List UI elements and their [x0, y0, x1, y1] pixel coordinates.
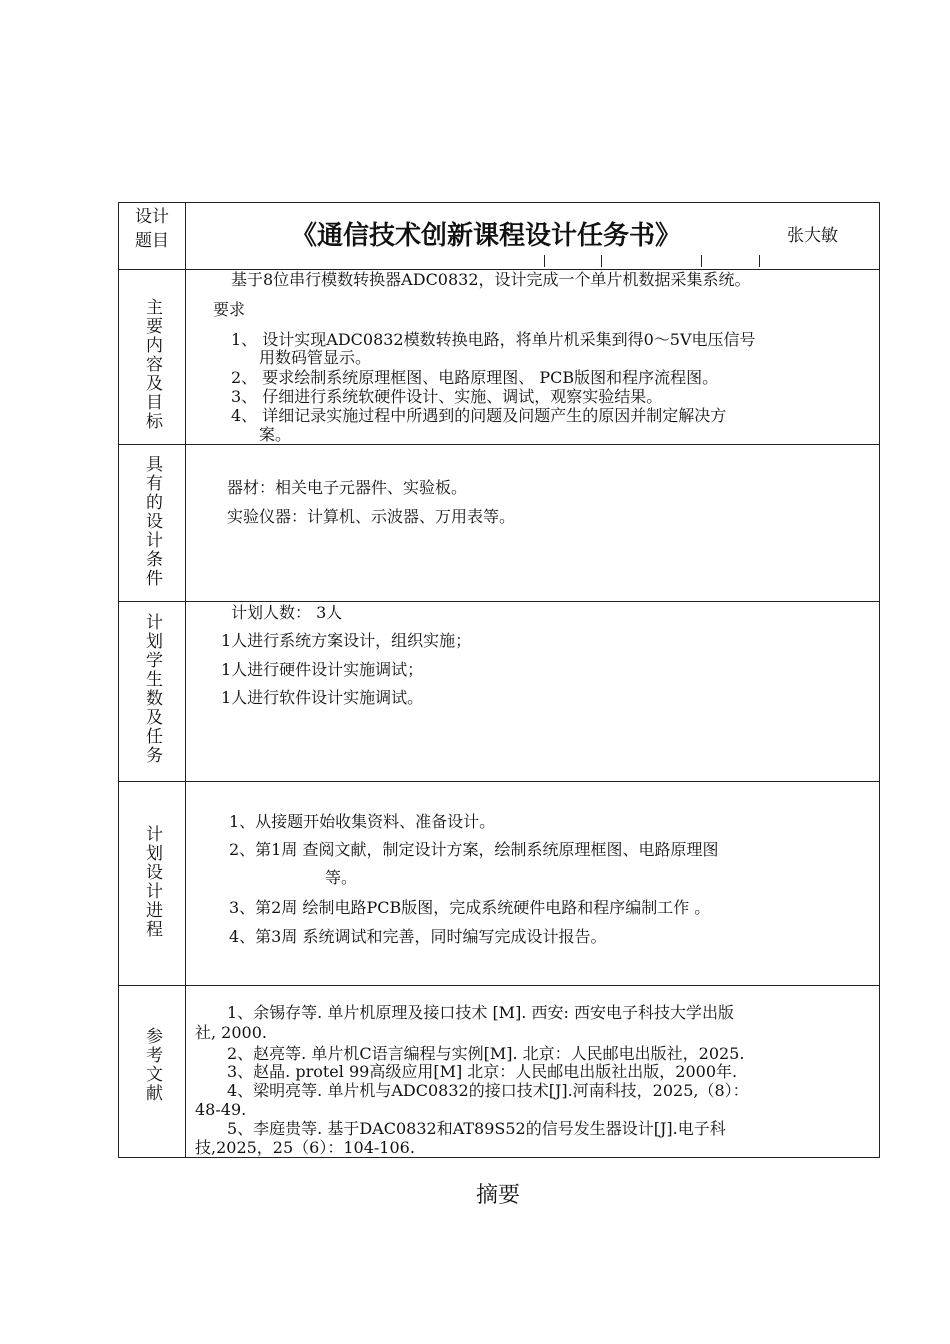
- students-line: 1人进行系统方案设计，组织实施；: [221, 631, 472, 650]
- document-title: 《通信技术创新课程设计任务书》: [291, 221, 682, 251]
- conditions-line: 实验仪器：计算机、示波器、万用表等。: [227, 507, 516, 526]
- vertical-label-text: 主要内容及目标: [142, 298, 162, 431]
- label-design-conditions: [119, 455, 185, 588]
- reference-line: 3、赵晶. protel 99高级应用[M] 北京：人民邮电出版社出版，2000年.: [227, 1062, 738, 1081]
- content-line: 3、 仔细进行系统软硬件设计、实施、调试，观察实验结果。: [231, 387, 663, 406]
- tick-mark: [701, 255, 702, 267]
- students-line: 1人进行硬件设计实施调试；: [221, 660, 424, 679]
- reference-line: 技,2025，25（6）：104-106.: [195, 1138, 415, 1157]
- content-line: 4、 详细记录实施过程中所遇到的问题及问题产生的原因并制定解决方: [231, 406, 727, 425]
- schedule-line: 3、第2周 绘制电路PCB版图，完成系统硬件电路和程序编制工作 。: [229, 898, 711, 917]
- label-planned-schedule: [119, 825, 185, 939]
- students-line: 计划人数： 3人: [231, 603, 343, 622]
- content-line: 用数码管显示。: [259, 348, 372, 367]
- content-line: 2、 要求绘制系统原理框图、电路原理图、 PCB版图和程序流程图。: [231, 368, 719, 387]
- label-main-content: [119, 298, 185, 431]
- summary-heading: 摘要: [476, 1183, 521, 1208]
- schedule-line: 2、第1周 查阅文献，制定设计方案，绘制系统原理框图、电路原理图: [229, 840, 719, 859]
- schedule-line: 4、第3周 系统调试和完善，同时编写完成设计报告。: [229, 927, 607, 946]
- schedule-line: 1、从接题开始收集资料、准备设计。: [229, 812, 496, 831]
- reference-line: 社, 2000.: [195, 1023, 267, 1042]
- reference-line: 2、赵亮等. 单片机C语言编程与实例[M]. 北京：人民邮电出版社，2025.: [227, 1044, 745, 1063]
- column-divider: [185, 203, 186, 1157]
- author-name: 张大敏: [787, 226, 838, 246]
- label-references: [119, 1027, 185, 1103]
- row-divider: [119, 601, 879, 602]
- vertical-label-text: 计划学生数及任务: [142, 613, 162, 765]
- reference-line: 5、李庭贵等. 基于DAC0832和AT89S52的信号发生器设计[J].电子科: [227, 1119, 726, 1138]
- row-divider: [119, 985, 879, 986]
- row-divider: [119, 781, 879, 782]
- schedule-line: 等。: [325, 868, 358, 887]
- label-line: 设计: [135, 207, 169, 227]
- reference-line: 48-49.: [195, 1100, 247, 1119]
- reference-line: 4、梁明亮等. 单片机与ADC0832的接口技术[J].河南科技，2025,（8）：: [227, 1081, 749, 1100]
- reference-line: 1、余锡存等. 单片机原理及接口技术 [M]. 西安: 西安电子科技大学出版: [227, 1003, 734, 1022]
- vertical-label-text: 计划设计进程: [142, 825, 162, 939]
- tick-mark: [544, 255, 545, 267]
- label-line: 题目: [135, 231, 169, 251]
- vertical-label-text: 具有的设计条件: [142, 455, 162, 588]
- conditions-line: 器材：相关电子元器件、实验板。: [227, 478, 468, 497]
- label-design-topic: [119, 205, 185, 253]
- tick-mark: [759, 255, 760, 267]
- vertical-label-text: 参考文献: [142, 1027, 162, 1103]
- tick-mark: [601, 255, 602, 267]
- content-line: 案。: [259, 425, 292, 444]
- content-line: 要求: [213, 300, 246, 319]
- task-table: [118, 202, 880, 1158]
- row-divider: [119, 444, 879, 445]
- content-line: 1、 设计实现ADC0832模数转换电路，将单片机采集到得0～5V电压信号: [231, 330, 756, 349]
- students-line: 1人进行软件设计实施调试。: [221, 688, 424, 707]
- content-line: 基于8位串行模数转换器ADC0832，设计完成一个单片机数据采集系统。: [231, 270, 751, 289]
- label-planned-students: [119, 613, 185, 765]
